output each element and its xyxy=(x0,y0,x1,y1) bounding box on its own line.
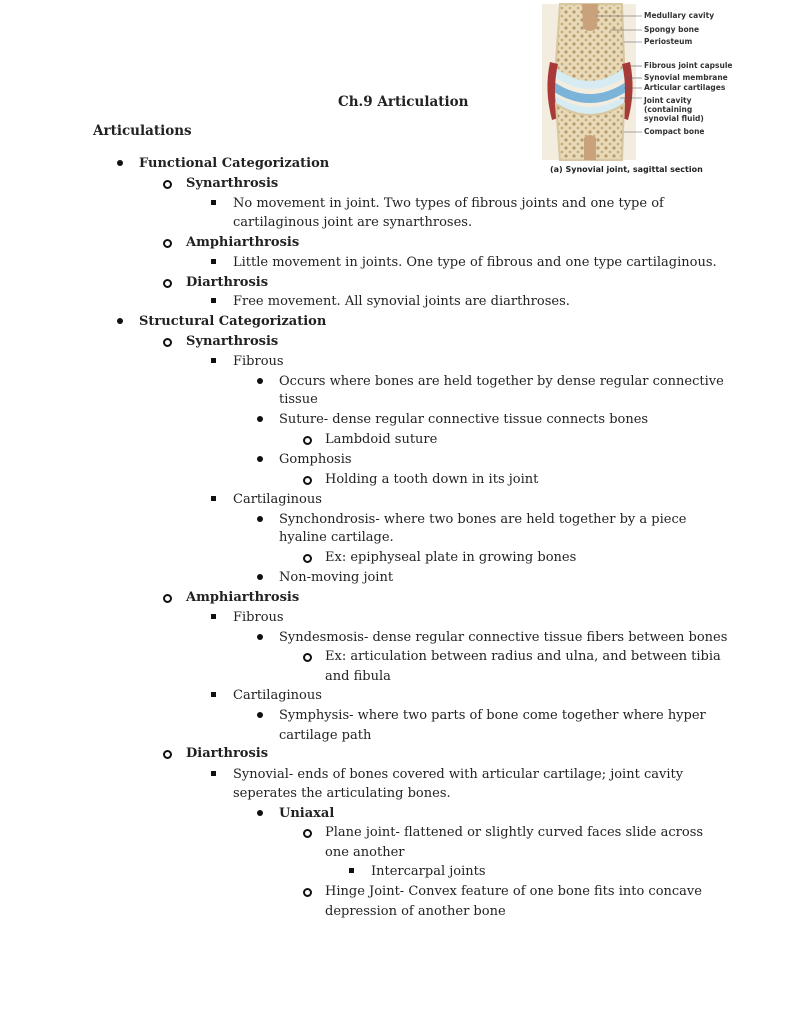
outline-item-text: cartilaginous joint are synarthroses. xyxy=(233,215,473,230)
bullet-dot-icon xyxy=(117,160,123,166)
bullet-dot-icon xyxy=(257,456,263,462)
bullet-square-icon xyxy=(211,771,216,776)
outline-item-text: Plane joint- flattened or slightly curved faces slide across xyxy=(325,825,704,840)
bullet-square-icon xyxy=(211,298,216,303)
outline-item-text: Symphysis- where two parts of bone come together where hyper xyxy=(279,708,706,723)
section-heading: Articulations xyxy=(93,123,192,139)
outline-item-text: Uniaxal xyxy=(279,806,335,821)
bullet-square-icon xyxy=(211,614,216,619)
outline-item-text: Hinge Joint- Convex feature of one bone fits into concave xyxy=(325,884,702,899)
outline-item-text: Amphiarthrosis xyxy=(186,235,300,250)
bullet-circle-icon xyxy=(163,180,172,189)
bullet-circle-icon xyxy=(303,436,312,445)
outline-item-text: Free movement. All synovial joints are diarthroses. xyxy=(233,294,570,309)
outline-item-text: Intercarpal joints xyxy=(371,864,486,879)
bullet-circle-icon xyxy=(303,653,312,662)
outline-item-text: Lambdoid suture xyxy=(325,432,438,447)
outline-item-text: cartilage path xyxy=(279,728,372,743)
bullet-circle-icon xyxy=(163,239,172,248)
figure-label-joint-cavity-line2: (containing xyxy=(644,105,693,114)
bullet-circle-icon xyxy=(163,750,172,759)
outline-item-text: Cartilaginous xyxy=(233,688,322,703)
figure-caption: (a) Synovial joint, sagittal section xyxy=(550,165,703,174)
bullet-dot-icon xyxy=(257,416,263,422)
outline-item-text: Structural Categorization xyxy=(139,314,327,329)
outline-item-text: Suture- dense regular connective tissue connects bones xyxy=(279,412,649,427)
bullet-dot-icon xyxy=(257,712,263,718)
bullet-circle-icon xyxy=(303,476,312,485)
bullet-square-icon xyxy=(211,200,216,205)
outline-item-text: seperates the articulating bones. xyxy=(233,786,451,801)
outline-item-text: hyaline cartilage. xyxy=(279,530,394,545)
bullet-square-icon xyxy=(211,259,216,264)
bullet-dot-icon xyxy=(257,574,263,580)
page-title: Ch.9 Articulation xyxy=(338,94,469,110)
outline-item-text: Cartilaginous xyxy=(233,492,322,507)
outline-item-text: and fibula xyxy=(325,669,391,684)
bullet-square-icon xyxy=(211,692,216,697)
outline-item-text: Holding a tooth down in its joint xyxy=(325,472,539,487)
figure-label-joint-cavity-line3: synovial fluid) xyxy=(644,114,704,123)
outline-item-text: tissue xyxy=(279,392,318,407)
outline-item-text: depression of another bone xyxy=(325,904,506,919)
bullet-circle-icon xyxy=(303,888,312,897)
medullary-cavity xyxy=(582,4,598,31)
bullet-circle-icon xyxy=(303,829,312,838)
figure-label-joint-cavity: Joint cavity xyxy=(644,96,692,105)
bullet-square-icon xyxy=(349,868,354,873)
figure-label-compact-bone: Compact bone xyxy=(644,127,705,136)
outline-item-text: Gomphosis xyxy=(279,452,352,467)
outline-item-text: Ex: epiphyseal plate in growing bones xyxy=(325,550,577,565)
outline-item-text: Occurs where bones are held together by dense regular connective xyxy=(279,374,724,389)
figure-label-articular-cartilages: Articular cartilages xyxy=(644,83,726,92)
bullet-circle-icon xyxy=(163,594,172,603)
figure-label-spongy-bone: Spongy bone xyxy=(644,25,700,34)
outline-item-text: Syndesmosis- dense regular connective tissue fibers between bones xyxy=(279,630,728,645)
bullet-circle-icon xyxy=(163,279,172,288)
outline-item-text: one another xyxy=(325,845,405,860)
outline-item-text: Synovial- ends of bones covered with articular cartilage; joint cavity xyxy=(233,767,684,782)
bullet-square-icon xyxy=(211,358,216,363)
bullet-dot-icon xyxy=(257,378,263,384)
bullet-circle-icon xyxy=(163,338,172,347)
bullet-square-icon xyxy=(211,496,216,501)
outline-item-text: Functional Categorization xyxy=(139,156,330,171)
bullet-dot-icon xyxy=(257,516,263,522)
bullet-circle-icon xyxy=(303,554,312,563)
outline-item-text: Diarthrosis xyxy=(186,746,269,761)
bullet-dot-icon xyxy=(257,634,263,640)
bullet-dot-icon xyxy=(117,318,123,324)
outline-item-text: Fibrous xyxy=(233,610,284,625)
outline-item-text: Synarthrosis xyxy=(186,334,279,349)
outline-item-text: Diarthrosis xyxy=(186,275,269,290)
figure-label-fibrous-joint-capsule: Fibrous joint capsule xyxy=(644,61,733,70)
figure-label-medullary-cavity: Medullary cavity xyxy=(644,11,715,20)
outline-item-text: Ex: articulation between radius and ulna, and between tibia xyxy=(325,649,721,664)
outline-item-text: Little movement in joints. One type of fibrous and one type cartilaginous. xyxy=(233,255,717,270)
synovial-joint-figure xyxy=(540,2,790,180)
outline-item-text: Synarthrosis xyxy=(186,176,279,191)
figure-label-synovial-membrane: Synovial membrane xyxy=(644,73,728,82)
medullary-cavity-lower xyxy=(584,135,596,160)
outline-item-text: Amphiarthrosis xyxy=(186,590,300,605)
outline-item-text: Fibrous xyxy=(233,354,284,369)
outline-item-text: Non-moving joint xyxy=(279,570,394,585)
outline-item-text: No movement in joint. Two types of fibrous joints and one type of xyxy=(233,196,664,211)
outline-item-text: Synchondrosis- where two bones are held together by a piece xyxy=(279,512,687,527)
bullet-dot-icon xyxy=(257,810,263,816)
figure-label-periosteum: Periosteum xyxy=(644,37,693,46)
